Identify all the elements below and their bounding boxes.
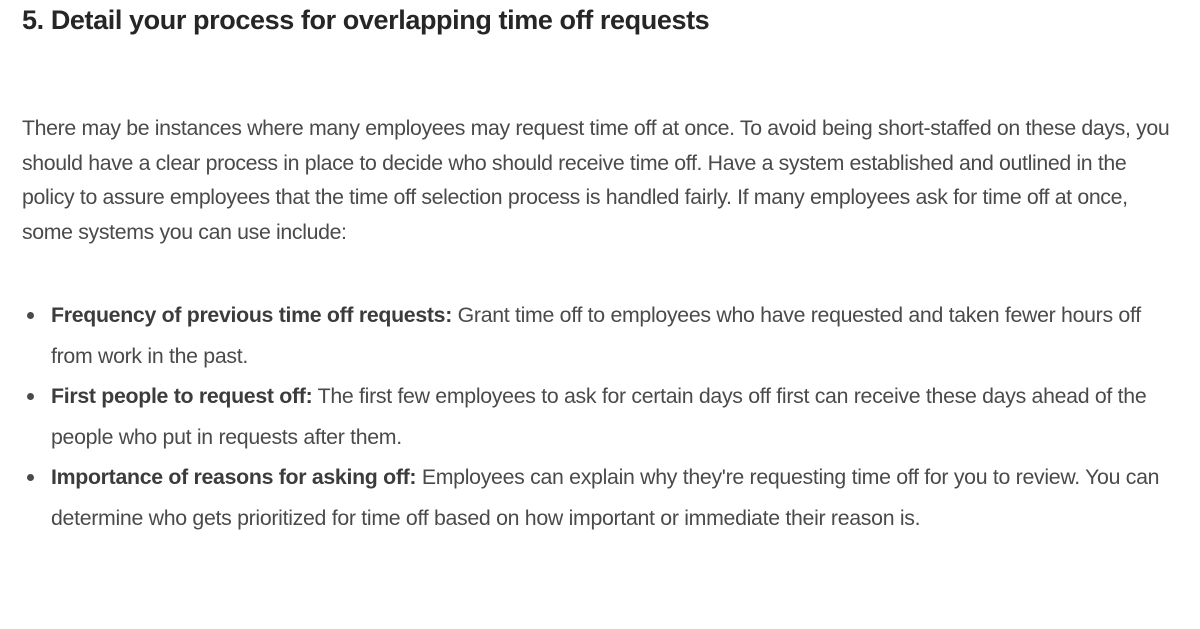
bullet-term: Frequency of previous time off requests: xyxy=(51,303,453,327)
bullet-list xyxy=(22,295,1180,538)
section-heading: 5. Detail your process for overlapping time off requests xyxy=(22,5,710,35)
list-item xyxy=(22,295,1180,376)
intro-paragraph: There may be instances where many employees may request time off at once. To avoid being short-staffed on these days, you should have a clear process in place to decide who should receive time off. Have a system established and outlined in the policy to assure employees that the time off selection process is handled fairly. If many employees ask for time off at once, some systems you can use include: xyxy=(22,116,1170,244)
bullet-text: The first few employees to ask for certain days off first can receive these days ahead of the people who put in requests after them. xyxy=(51,384,1147,449)
bullet-text: Employees can explain why they're requesting time off for you to review. You can determine who gets prioritized for time off based on how important or immediate their reason is. xyxy=(51,465,1160,530)
bullet-icon xyxy=(27,312,34,319)
bullet-term: First people to request off: xyxy=(51,384,313,408)
list-item xyxy=(22,457,1180,538)
bullet-icon xyxy=(27,474,34,481)
bullet-text: Grant time off to employees who have requested and taken fewer hours off from work in the past. xyxy=(51,303,1141,368)
bullet-icon xyxy=(27,393,34,400)
bullet-term: Importance of reasons for asking off: xyxy=(51,465,417,489)
list-item xyxy=(22,376,1180,457)
